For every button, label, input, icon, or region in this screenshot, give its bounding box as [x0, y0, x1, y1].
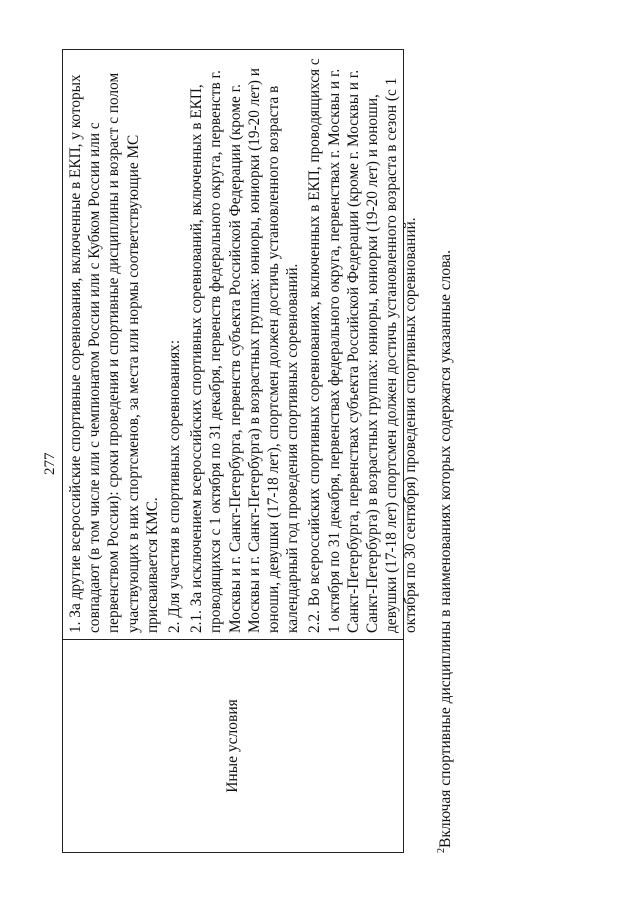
footnote-marker: 2 — [436, 848, 447, 853]
footnote-text: Включая спортивные дисциплины в наименованиях которых содержатся указанные слова. — [437, 250, 455, 848]
footnote — [436, 250, 455, 853]
paragraph-2: 2. Для участия в спортивных соревнованиях: — [166, 339, 184, 633]
paragraph-2-2: 2.2. Во всероссийских спортивных соревнованиях, включенных в ЕКП, проводящихся с 1 октября по 31 декабря, первенствах федерального округа, первенствах г. Москвы и г. Санкт-Петербурга, первенствах субъекта Российской Федерации (кроме г. Москвы и г. Санкт-Петербурга) в возрастных группах: юниоры, юниорки (19-20 лет) и юноши, девушки (17-18 лет) спортсмен должен достичь установленного возраста в сезон (с 1 октября по 30 сентября) проведения спортивных соревнований. — [306, 58, 420, 633]
paragraph-2-1: 2.1. За исключением всероссийских спортивных соревнований, включенных в ЕКП, проводящихся с 1 октября по 31 декабря, первенств федерального округа, первенств г. Москвы и г. Санкт-Петербурга, первенств субъекта Российской Федерации (кроме г. Москвы и г. Санкт-Петербурга) в возрастных группах: юниоры, юниорки (19-20 лет) и юноши, девушки (17-18 лет), спортсмен должен достичь установленного возраста в календарный год проведения спортивных соревнований. — [188, 68, 302, 633]
row-label-cell — [63, 639, 403, 852]
paragraph-1: 1. За другие всероссийские спортивные соревнования, включенные в ЕКП, у которых совпадают (в том числе или с чемпионатом России или с Кубком России или с первенством России): сроки проведения и спортивные дисциплины и возраст с полом участвующих в них спортсменов, за места или нормы соответствующие МС присваивается КМС. — [67, 72, 161, 633]
page-number: 277 — [42, 452, 58, 475]
row-content-cell — [63, 50, 420, 639]
conditions-table — [62, 49, 420, 853]
row-label: Иные условия — [224, 699, 241, 793]
